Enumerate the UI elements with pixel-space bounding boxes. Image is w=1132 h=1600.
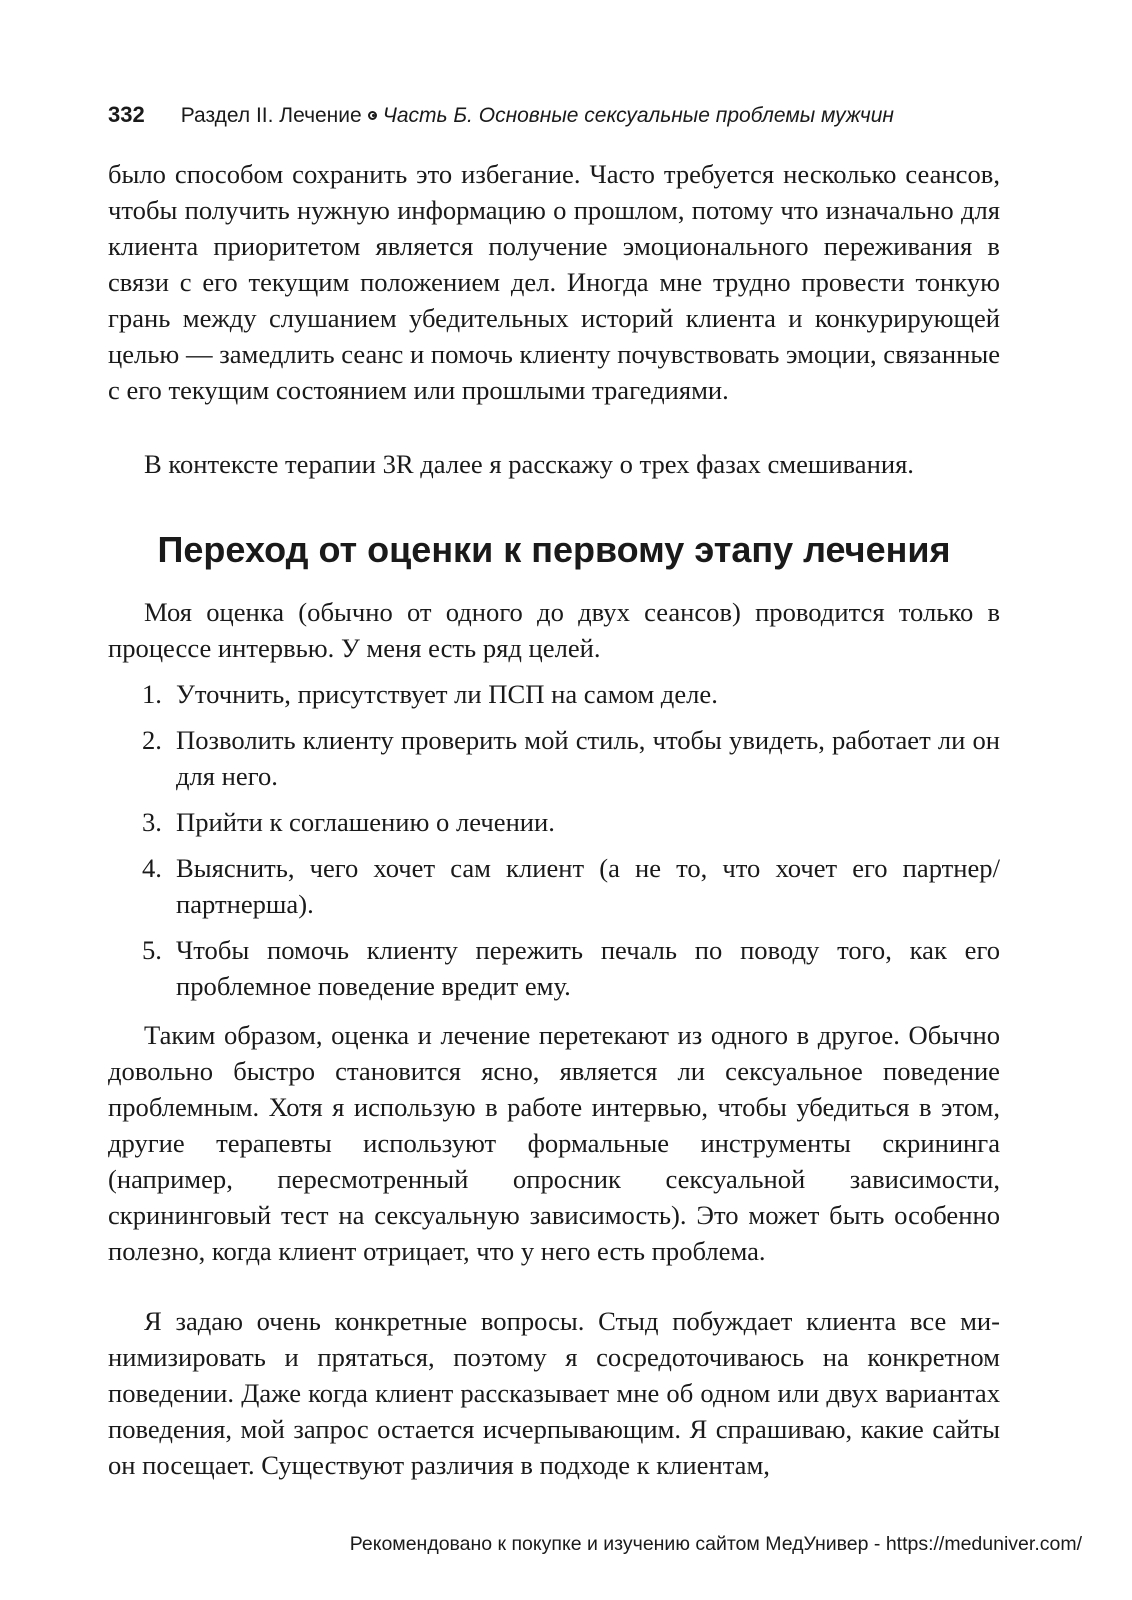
list-item-number: 3. bbox=[142, 807, 162, 837]
list-item bbox=[108, 932, 1000, 1004]
paragraph-questions: Я задаю очень конкретные вопросы. Стыд побуждает клиента все минимизировать и прятаться, поэтому я сосредоточиваюсь на конкретном поведении. Даже когда клиент рассказывает мне об одном или двух вариантах поведения, мой запрос остается исчерпывающим. Я спрашиваю, какие сайты он посещает. Существуют различия в подходе к клиентам, bbox=[108, 1306, 1000, 1480]
paragraph-3r-phases: В контексте терапии 3R далее я расскажу о трех фазах смешивания. bbox=[144, 449, 914, 479]
list-item bbox=[108, 804, 1000, 840]
running-head bbox=[108, 100, 1028, 131]
list-item bbox=[108, 850, 1000, 922]
list-item-number: 4. bbox=[142, 853, 162, 883]
footer-watermark: Рекомендовано к покупке и изучению сайтом МедУнивер - https://meduniver.com/ bbox=[349, 1533, 1082, 1555]
goals-list bbox=[108, 676, 1000, 1014]
part-name: Часть Б. Основные сексуальные проблемы мужчин bbox=[382, 104, 894, 127]
list-item bbox=[108, 722, 1000, 794]
paragraph-continued: было способом сохранить это избегание. Часто требуется несколько сеансов, чтобы получить нужную информацию о прошлом, потому что изначально для клиента приоритетом является получение эмоционального переживания в связи с его текущим положением дел. Иногда мне трудно провести тонкую грань между слушанием убедительных историй клиента и конкурирующей целью — замедлить сеанс и помочь клиенту почувствовать эмоции, связанные с его текущим состоянием или прошлыми трагедиями. bbox=[108, 159, 1000, 405]
list-item-number: 1. bbox=[142, 679, 162, 709]
page-number: 332 bbox=[108, 102, 145, 127]
list-item-text: Чтобы помочь клиенту пережить печаль по поводу того, как его проблемное поведение вредит ему. bbox=[176, 935, 1000, 1001]
list-item bbox=[108, 676, 1000, 712]
paragraph-screening: Таким образом, оценка и лечение перетекают из одного в другое. Обычно довольно быстро становится ясно, является ли сексуальное поведение проблемным. Хотя я использую в работе интервью, чтобы убедиться в этом, другие терапевты используют формальные инструменты скрининга (например, пересмотренный опросник сексуальной зависимости, скрининговый тест на сексуальную зависимость). Это может быть особенно полезно, когда клиент отрицает, что у него есть проблема. bbox=[108, 1020, 1000, 1266]
list-item-number: 5. bbox=[142, 935, 162, 965]
list-item-text: Уточнить, присутствует ли ПСП на самом деле. bbox=[176, 679, 718, 709]
list-item-text: Прийти к соглашению о лечении. bbox=[176, 807, 555, 837]
section-name: Раздел II. Лечение bbox=[180, 104, 362, 127]
paragraph-assessment: Моя оценка (обычно от одного до двух сеансов) проводится только в процессе интервью. У меня есть ряд целей. bbox=[108, 597, 1000, 663]
list-item-number: 2. bbox=[142, 725, 162, 755]
section-heading: Переход от оценки к первому этапу лечения bbox=[157, 529, 951, 570]
list-item-text: Позволить клиенту проверить мой стиль, чтобы увидеть, работает ли он для него. bbox=[176, 725, 1000, 791]
list-item-text: Выяснить, чего хочет сам клиент (а не то, что хочет его партнер/ партнерша). bbox=[176, 853, 1000, 919]
bullet-icon bbox=[368, 111, 377, 120]
